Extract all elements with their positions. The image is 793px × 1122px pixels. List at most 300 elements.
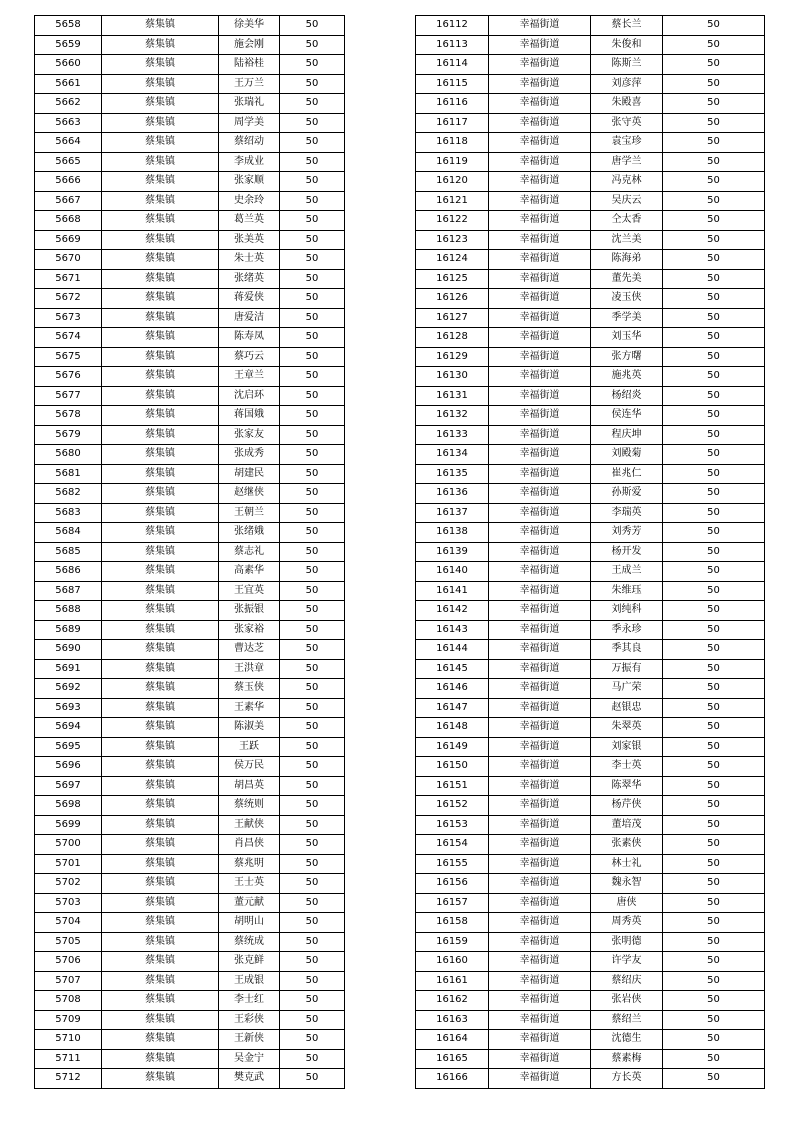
name-cell: 季其良 xyxy=(591,640,663,660)
row-number-cell: 5662 xyxy=(35,94,102,114)
table-row xyxy=(35,445,345,465)
name-cell: 赵继侠 xyxy=(219,484,280,504)
district-cell: 蔡集镇 xyxy=(102,211,219,231)
name-cell: 曹达芝 xyxy=(219,640,280,660)
amount-cell: 50 xyxy=(280,55,345,75)
row-number-cell: 16116 xyxy=(416,94,489,114)
district-cell: 幸福街道 xyxy=(489,542,591,562)
row-number-cell: 16117 xyxy=(416,113,489,133)
table-row xyxy=(35,386,345,406)
amount-cell: 50 xyxy=(280,445,345,465)
district-cell: 幸福街道 xyxy=(489,16,591,36)
name-cell: 蔡绍动 xyxy=(219,133,280,153)
district-cell: 幸福街道 xyxy=(489,1010,591,1030)
row-number-cell: 16139 xyxy=(416,542,489,562)
row-number-cell: 5705 xyxy=(35,932,102,952)
amount-cell: 50 xyxy=(663,74,765,94)
row-number-cell: 5686 xyxy=(35,562,102,582)
name-cell: 董培茂 xyxy=(591,815,663,835)
table-row xyxy=(35,250,345,270)
amount-cell: 50 xyxy=(280,308,345,328)
name-cell: 蔡兆明 xyxy=(219,854,280,874)
table-row xyxy=(35,35,345,55)
row-number-cell: 16118 xyxy=(416,133,489,153)
amount-cell: 50 xyxy=(280,250,345,270)
amount-cell: 50 xyxy=(663,425,765,445)
name-cell: 侯万民 xyxy=(219,757,280,777)
district-cell: 蔡集镇 xyxy=(102,737,219,757)
district-cell: 蔡集镇 xyxy=(102,464,219,484)
table-row xyxy=(416,991,765,1011)
table-row xyxy=(416,16,765,36)
row-number-cell: 16161 xyxy=(416,971,489,991)
table-row xyxy=(416,952,765,972)
district-cell: 蔡集镇 xyxy=(102,1069,219,1089)
name-cell: 蔡志礼 xyxy=(219,542,280,562)
district-cell: 蔡集镇 xyxy=(102,113,219,133)
amount-cell: 50 xyxy=(663,542,765,562)
table-row xyxy=(416,328,765,348)
amount-cell: 50 xyxy=(663,113,765,133)
row-number-cell: 5710 xyxy=(35,1030,102,1050)
district-cell: 蔡集镇 xyxy=(102,445,219,465)
amount-cell: 50 xyxy=(663,776,765,796)
district-cell: 幸福街道 xyxy=(489,191,591,211)
row-number-cell: 5712 xyxy=(35,1069,102,1089)
district-cell: 幸福街道 xyxy=(489,1069,591,1089)
amount-cell: 50 xyxy=(280,601,345,621)
name-cell: 蒋爱侠 xyxy=(219,289,280,309)
amount-cell: 50 xyxy=(280,191,345,211)
name-cell: 朱俊和 xyxy=(591,35,663,55)
amount-cell: 50 xyxy=(280,776,345,796)
district-cell: 幸福街道 xyxy=(489,640,591,660)
amount-cell: 50 xyxy=(663,698,765,718)
amount-cell: 50 xyxy=(663,1030,765,1050)
row-number-cell: 5704 xyxy=(35,913,102,933)
row-number-cell: 16163 xyxy=(416,1010,489,1030)
table-row xyxy=(35,893,345,913)
row-number-cell: 5709 xyxy=(35,1010,102,1030)
district-cell: 幸福街道 xyxy=(489,1049,591,1069)
row-number-cell: 5658 xyxy=(35,16,102,36)
row-number-cell: 5668 xyxy=(35,211,102,231)
name-cell: 董元献 xyxy=(219,893,280,913)
district-cell: 幸福街道 xyxy=(489,113,591,133)
amount-cell: 50 xyxy=(280,386,345,406)
table-row xyxy=(35,991,345,1011)
name-cell: 孙斯爱 xyxy=(591,484,663,504)
table-row xyxy=(35,523,345,543)
name-cell: 王彩侠 xyxy=(219,1010,280,1030)
row-number-cell: 5697 xyxy=(35,776,102,796)
district-cell: 蔡集镇 xyxy=(102,620,219,640)
table-row xyxy=(416,874,765,894)
table-row xyxy=(35,191,345,211)
name-cell: 王素华 xyxy=(219,698,280,718)
amount-cell: 50 xyxy=(280,35,345,55)
district-cell: 蔡集镇 xyxy=(102,386,219,406)
amount-cell: 50 xyxy=(663,445,765,465)
amount-cell: 50 xyxy=(280,289,345,309)
district-cell: 蔡集镇 xyxy=(102,659,219,679)
table-row xyxy=(416,484,765,504)
name-cell: 李瑞英 xyxy=(591,503,663,523)
name-cell: 蔡玉侠 xyxy=(219,679,280,699)
name-cell: 张瑞礼 xyxy=(219,94,280,114)
right-table xyxy=(415,15,765,1089)
table-row xyxy=(416,250,765,270)
row-number-cell: 16157 xyxy=(416,893,489,913)
table-row xyxy=(416,1049,765,1069)
name-cell: 徐美华 xyxy=(219,16,280,36)
name-cell: 胡昌英 xyxy=(219,776,280,796)
name-cell: 樊克武 xyxy=(219,1069,280,1089)
row-number-cell: 16123 xyxy=(416,230,489,250)
district-cell: 幸福街道 xyxy=(489,562,591,582)
name-cell: 蔡素梅 xyxy=(591,1049,663,1069)
row-number-cell: 5678 xyxy=(35,406,102,426)
name-cell: 杨芹侠 xyxy=(591,796,663,816)
row-number-cell: 5664 xyxy=(35,133,102,153)
table-row xyxy=(35,776,345,796)
row-number-cell: 16138 xyxy=(416,523,489,543)
name-cell: 吴金宁 xyxy=(219,1049,280,1069)
table-row xyxy=(35,952,345,972)
amount-cell: 50 xyxy=(663,796,765,816)
table-row xyxy=(416,718,765,738)
amount-cell: 50 xyxy=(280,1069,345,1089)
table-row xyxy=(35,133,345,153)
amount-cell: 50 xyxy=(663,718,765,738)
amount-cell: 50 xyxy=(663,94,765,114)
row-number-cell: 5666 xyxy=(35,172,102,192)
name-cell: 方长英 xyxy=(591,1069,663,1089)
district-cell: 蔡集镇 xyxy=(102,230,219,250)
table-row xyxy=(416,1030,765,1050)
name-cell: 史余玲 xyxy=(219,191,280,211)
table-row xyxy=(416,269,765,289)
name-cell: 崔兆仁 xyxy=(591,464,663,484)
name-cell: 程庆坤 xyxy=(591,425,663,445)
district-cell: 蔡集镇 xyxy=(102,718,219,738)
row-number-cell: 16141 xyxy=(416,581,489,601)
amount-cell: 50 xyxy=(663,991,765,1011)
amount-cell: 50 xyxy=(280,854,345,874)
table-row xyxy=(416,347,765,367)
district-cell: 幸福街道 xyxy=(489,659,591,679)
amount-cell: 50 xyxy=(663,815,765,835)
district-cell: 蔡集镇 xyxy=(102,581,219,601)
district-cell: 幸福街道 xyxy=(489,367,591,387)
table-row xyxy=(416,386,765,406)
district-cell: 蔡集镇 xyxy=(102,425,219,445)
name-cell: 王士英 xyxy=(219,874,280,894)
table-row xyxy=(416,172,765,192)
row-number-cell: 5694 xyxy=(35,718,102,738)
district-cell: 幸福街道 xyxy=(489,425,591,445)
row-number-cell: 5691 xyxy=(35,659,102,679)
row-number-cell: 5695 xyxy=(35,737,102,757)
row-number-cell: 5669 xyxy=(35,230,102,250)
name-cell: 王献侠 xyxy=(219,815,280,835)
amount-cell: 50 xyxy=(663,659,765,679)
amount-cell: 50 xyxy=(663,640,765,660)
amount-cell: 50 xyxy=(280,893,345,913)
name-cell: 王朝兰 xyxy=(219,503,280,523)
district-cell: 蔡集镇 xyxy=(102,562,219,582)
table-row xyxy=(35,211,345,231)
amount-cell: 50 xyxy=(280,581,345,601)
district-cell: 蔡集镇 xyxy=(102,698,219,718)
name-cell: 李成业 xyxy=(219,152,280,172)
amount-cell: 50 xyxy=(663,503,765,523)
amount-cell: 50 xyxy=(663,308,765,328)
district-cell: 蔡集镇 xyxy=(102,503,219,523)
name-cell: 王章兰 xyxy=(219,367,280,387)
amount-cell: 50 xyxy=(663,757,765,777)
district-cell: 蔡集镇 xyxy=(102,74,219,94)
amount-cell: 50 xyxy=(663,601,765,621)
amount-cell: 50 xyxy=(663,1049,765,1069)
amount-cell: 50 xyxy=(280,620,345,640)
table-row xyxy=(416,289,765,309)
amount-cell: 50 xyxy=(663,367,765,387)
row-number-cell: 16148 xyxy=(416,718,489,738)
amount-cell: 50 xyxy=(280,74,345,94)
row-number-cell: 16132 xyxy=(416,406,489,426)
name-cell: 沈启环 xyxy=(219,386,280,406)
table-row xyxy=(416,133,765,153)
name-cell: 张岩侠 xyxy=(591,991,663,1011)
amount-cell: 50 xyxy=(663,172,765,192)
table-row xyxy=(35,347,345,367)
amount-cell: 50 xyxy=(280,328,345,348)
district-cell: 幸福街道 xyxy=(489,94,591,114)
name-cell: 蔡统则 xyxy=(219,796,280,816)
amount-cell: 50 xyxy=(280,874,345,894)
table-row xyxy=(35,406,345,426)
row-number-cell: 16154 xyxy=(416,835,489,855)
district-cell: 蔡集镇 xyxy=(102,640,219,660)
row-number-cell: 16153 xyxy=(416,815,489,835)
table-row xyxy=(416,406,765,426)
row-number-cell: 5706 xyxy=(35,952,102,972)
district-cell: 蔡集镇 xyxy=(102,952,219,972)
amount-cell: 50 xyxy=(663,737,765,757)
amount-cell: 50 xyxy=(663,16,765,36)
name-cell: 王成银 xyxy=(219,971,280,991)
row-number-cell: 5670 xyxy=(35,250,102,270)
name-cell: 仝太香 xyxy=(591,211,663,231)
name-cell: 唐爱洁 xyxy=(219,308,280,328)
row-number-cell: 5673 xyxy=(35,308,102,328)
district-cell: 幸福街道 xyxy=(489,581,591,601)
table-row xyxy=(35,503,345,523)
row-number-cell: 5683 xyxy=(35,503,102,523)
row-number-cell: 16166 xyxy=(416,1069,489,1089)
amount-cell: 50 xyxy=(663,406,765,426)
table-row xyxy=(416,913,765,933)
amount-cell: 50 xyxy=(663,893,765,913)
amount-cell: 50 xyxy=(663,620,765,640)
district-cell: 蔡集镇 xyxy=(102,679,219,699)
table-row xyxy=(35,425,345,445)
amount-cell: 50 xyxy=(663,328,765,348)
row-number-cell: 16151 xyxy=(416,776,489,796)
row-number-cell: 5672 xyxy=(35,289,102,309)
table-row xyxy=(416,581,765,601)
table-row xyxy=(35,659,345,679)
district-cell: 幸福街道 xyxy=(489,133,591,153)
name-cell: 陆裕桂 xyxy=(219,55,280,75)
table-row xyxy=(35,289,345,309)
district-cell: 蔡集镇 xyxy=(102,542,219,562)
district-cell: 蔡集镇 xyxy=(102,406,219,426)
district-cell: 幸福街道 xyxy=(489,55,591,75)
table-row xyxy=(416,932,765,952)
name-cell: 凌玉侠 xyxy=(591,289,663,309)
table-row xyxy=(35,796,345,816)
district-cell: 蔡集镇 xyxy=(102,172,219,192)
row-number-cell: 16164 xyxy=(416,1030,489,1050)
table-row xyxy=(416,659,765,679)
amount-cell: 50 xyxy=(280,347,345,367)
district-cell: 蔡集镇 xyxy=(102,601,219,621)
amount-cell: 50 xyxy=(663,1069,765,1089)
district-cell: 蔡集镇 xyxy=(102,55,219,75)
amount-cell: 50 xyxy=(280,835,345,855)
name-cell: 胡建民 xyxy=(219,464,280,484)
table-row xyxy=(416,523,765,543)
district-cell: 幸福街道 xyxy=(489,698,591,718)
district-cell: 蔡集镇 xyxy=(102,991,219,1011)
name-cell: 蔡绍兰 xyxy=(591,1010,663,1030)
amount-cell: 50 xyxy=(663,386,765,406)
district-cell: 蔡集镇 xyxy=(102,94,219,114)
row-number-cell: 16120 xyxy=(416,172,489,192)
amount-cell: 50 xyxy=(280,16,345,36)
district-cell: 幸福街道 xyxy=(489,854,591,874)
name-cell: 施会刚 xyxy=(219,35,280,55)
name-cell: 蒋国娥 xyxy=(219,406,280,426)
amount-cell: 50 xyxy=(663,464,765,484)
amount-cell: 50 xyxy=(663,484,765,504)
amount-cell: 50 xyxy=(663,679,765,699)
amount-cell: 50 xyxy=(280,133,345,153)
amount-cell: 50 xyxy=(280,269,345,289)
district-cell: 幸福街道 xyxy=(489,308,591,328)
amount-cell: 50 xyxy=(663,211,765,231)
row-number-cell: 5701 xyxy=(35,854,102,874)
district-cell: 幸福街道 xyxy=(489,289,591,309)
name-cell: 张素侠 xyxy=(591,835,663,855)
name-cell: 季永珍 xyxy=(591,620,663,640)
district-cell: 蔡集镇 xyxy=(102,815,219,835)
district-cell: 幸福街道 xyxy=(489,211,591,231)
table-row xyxy=(35,757,345,777)
row-number-cell: 16131 xyxy=(416,386,489,406)
district-cell: 幸福街道 xyxy=(489,386,591,406)
district-cell: 幸福街道 xyxy=(489,328,591,348)
district-cell: 幸福街道 xyxy=(489,971,591,991)
table-row xyxy=(416,679,765,699)
district-cell: 幸福街道 xyxy=(489,484,591,504)
district-cell: 幸福街道 xyxy=(489,74,591,94)
name-cell: 张成秀 xyxy=(219,445,280,465)
name-cell: 张家裕 xyxy=(219,620,280,640)
table-row xyxy=(35,1069,345,1089)
amount-cell: 50 xyxy=(280,94,345,114)
row-number-cell: 16125 xyxy=(416,269,489,289)
row-number-cell: 16122 xyxy=(416,211,489,231)
district-cell: 蔡集镇 xyxy=(102,367,219,387)
name-cell: 冯克林 xyxy=(591,172,663,192)
table-row xyxy=(416,893,765,913)
name-cell: 肖昌侠 xyxy=(219,835,280,855)
amount-cell: 50 xyxy=(663,347,765,367)
table-row xyxy=(416,152,765,172)
table-row xyxy=(416,308,765,328)
district-cell: 蔡集镇 xyxy=(102,776,219,796)
row-number-cell: 16145 xyxy=(416,659,489,679)
table-row xyxy=(35,367,345,387)
amount-cell: 50 xyxy=(280,796,345,816)
table-row xyxy=(416,94,765,114)
row-number-cell: 16149 xyxy=(416,737,489,757)
table-row xyxy=(416,1069,765,1089)
district-cell: 幸福街道 xyxy=(489,952,591,972)
name-cell: 李士红 xyxy=(219,991,280,1011)
table-row xyxy=(416,464,765,484)
name-cell: 袁宝珍 xyxy=(591,133,663,153)
table-row xyxy=(35,737,345,757)
row-number-cell: 16156 xyxy=(416,874,489,894)
amount-cell: 50 xyxy=(280,1049,345,1069)
district-cell: 幸福街道 xyxy=(489,874,591,894)
table-row xyxy=(416,562,765,582)
amount-cell: 50 xyxy=(280,464,345,484)
amount-cell: 50 xyxy=(280,971,345,991)
row-number-cell: 5699 xyxy=(35,815,102,835)
district-cell: 幸福街道 xyxy=(489,718,591,738)
table-row xyxy=(416,601,765,621)
table-row xyxy=(35,718,345,738)
amount-cell: 50 xyxy=(663,952,765,972)
district-cell: 幸福街道 xyxy=(489,172,591,192)
row-number-cell: 5684 xyxy=(35,523,102,543)
district-cell: 蔡集镇 xyxy=(102,133,219,153)
row-number-cell: 5682 xyxy=(35,484,102,504)
row-number-cell: 16144 xyxy=(416,640,489,660)
amount-cell: 50 xyxy=(280,211,345,231)
table-row xyxy=(35,601,345,621)
name-cell: 蔡绍庆 xyxy=(591,971,663,991)
row-number-cell: 16119 xyxy=(416,152,489,172)
name-cell: 刘秀芳 xyxy=(591,523,663,543)
row-number-cell: 5696 xyxy=(35,757,102,777)
row-number-cell: 5676 xyxy=(35,367,102,387)
amount-cell: 50 xyxy=(280,406,345,426)
row-number-cell: 5665 xyxy=(35,152,102,172)
name-cell: 陈寿凤 xyxy=(219,328,280,348)
district-cell: 蔡集镇 xyxy=(102,1049,219,1069)
amount-cell: 50 xyxy=(280,991,345,1011)
district-cell: 蔡集镇 xyxy=(102,835,219,855)
table-row xyxy=(35,94,345,114)
district-cell: 幸福街道 xyxy=(489,893,591,913)
district-cell: 蔡集镇 xyxy=(102,347,219,367)
